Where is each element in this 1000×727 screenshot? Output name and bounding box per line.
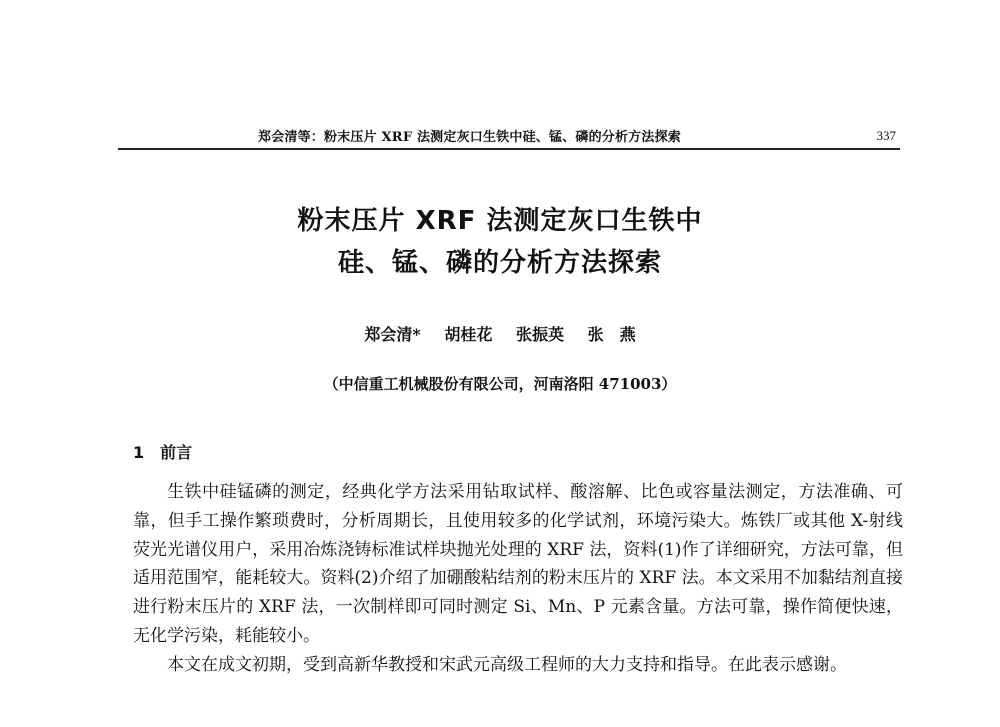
section-title: 前言: [160, 443, 193, 462]
section-number: 1: [133, 443, 145, 462]
author-name: 胡桂花: [444, 325, 493, 344]
author-list: [0, 322, 1000, 345]
article-title-line-1: 粉末压片 XRF 法测定灰口生铁中: [297, 206, 703, 236]
author-name: 郑会清*: [364, 325, 421, 344]
section-heading: [133, 440, 192, 463]
body-paragraph: 生铁中硅锰磷的测定，经典化学方法采用钻取试样、酸溶解、比色或容量法测定，方法准确、可靠，但手工操作繁琐费时，分析周期长，且使用较多的化学试剂，环境污染大。炼铁厂或其他 X-射线荧光光谱仪用户，采用冶炼浇铸标准试样块抛光处理的 XRF 法，资料(1)作了详细研究，方法可靠，但适用范围窄，能耗较大。资料(2)介绍了加硼酸粘结剂的粉末压片的 XRF 法。本文采用不加黏结剂直接进行粉末压片的 XRF 法，一次制样即可同时测定 Si、Mn、P 元素含量。方法可靠，操作简便快速，无化学污染，耗能较小。: [133, 482, 903, 646]
body-paragraph: 本文在成文初期，受到高新华教授和宋武元高级工程师的大力支持和指导。在此表示感谢。: [167, 654, 847, 675]
page-number: 337: [876, 128, 896, 143]
author-name: 张 燕: [587, 325, 636, 344]
author-affiliation: （中信重工机械股份有限公司，河南洛阳 471003）: [323, 375, 677, 393]
author-name: 张振英: [515, 325, 564, 344]
header-rule: [118, 148, 900, 150]
running-header-title: 郑会清等：粉末压片 XRF 法测定灰口生铁中硅、锰、磷的分析方法探索: [258, 130, 681, 145]
running-header: [118, 126, 900, 146]
section-body: [133, 478, 903, 680]
article-title-line-2: 硅、锰、磷的分析方法探索: [337, 248, 662, 278]
